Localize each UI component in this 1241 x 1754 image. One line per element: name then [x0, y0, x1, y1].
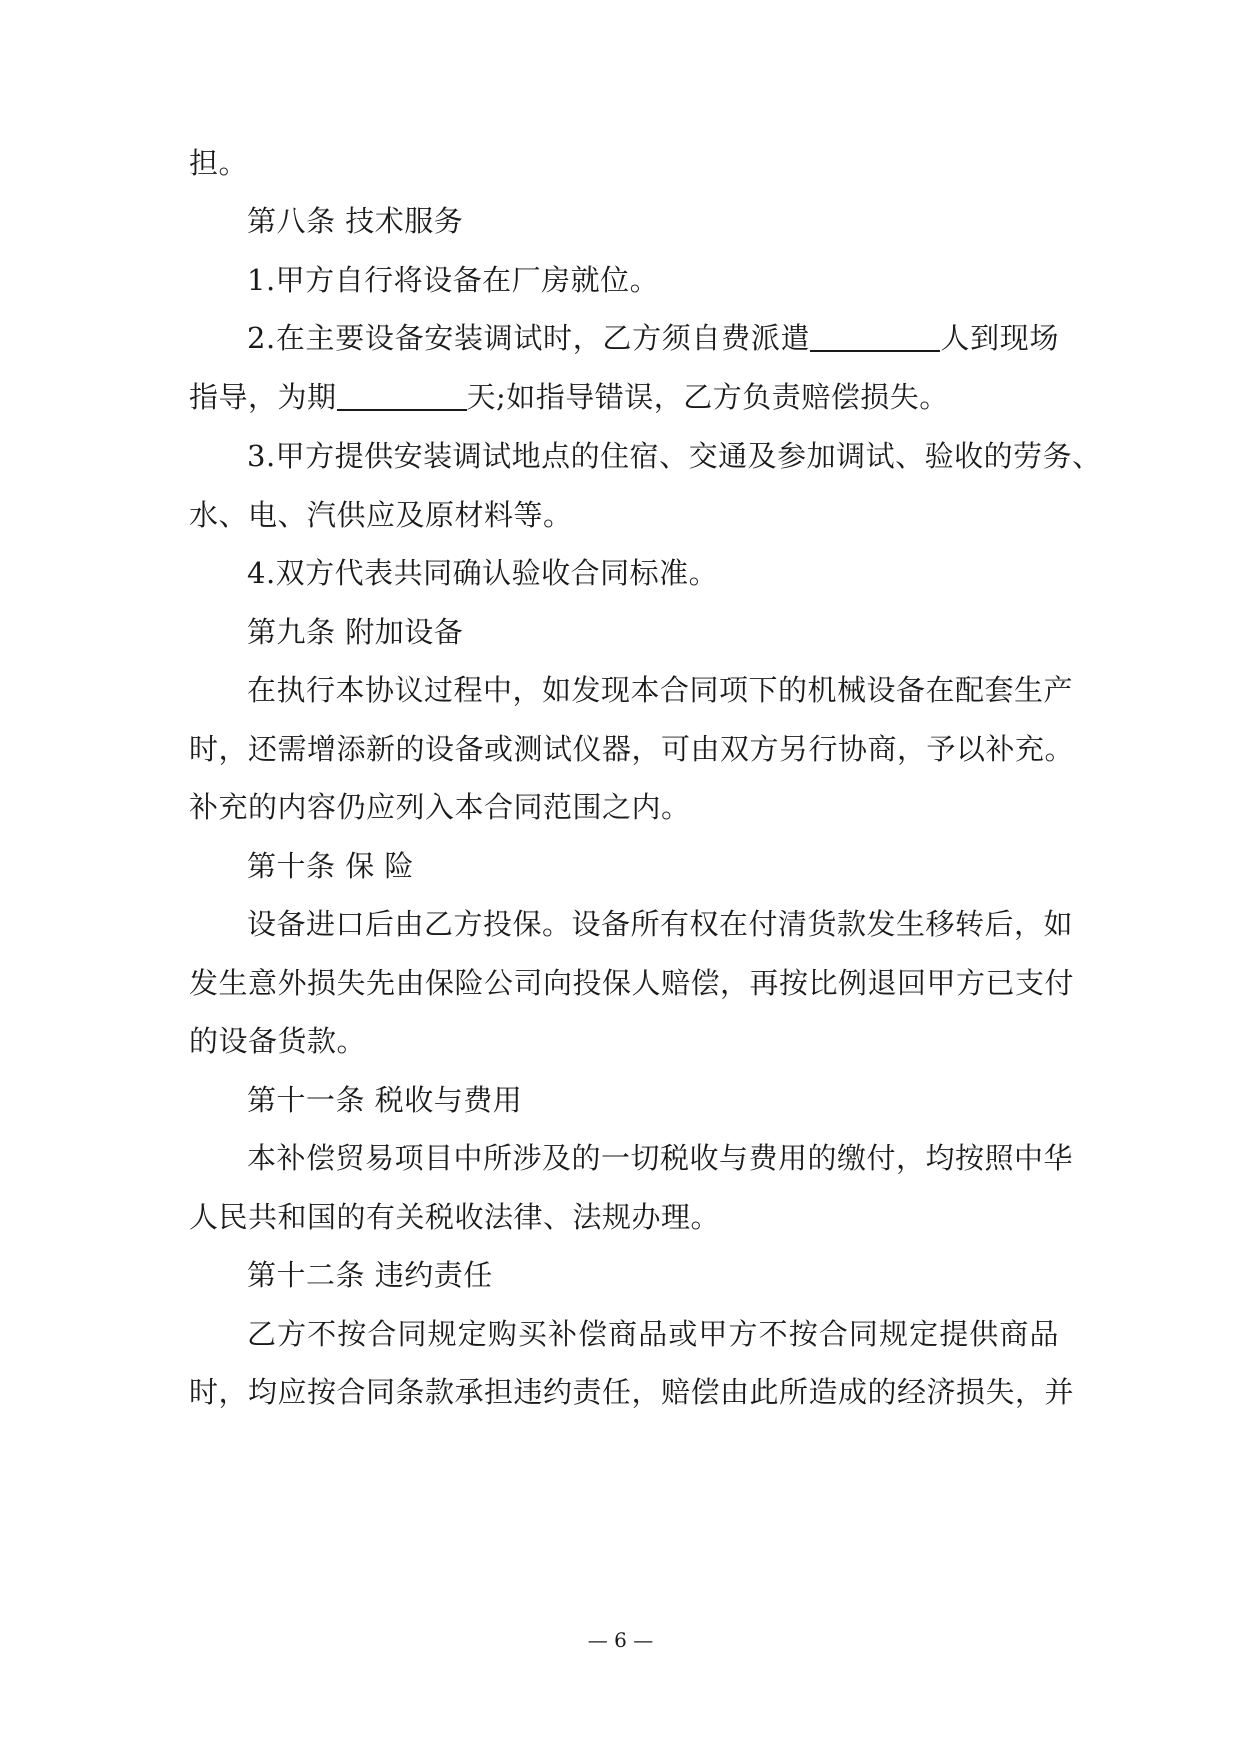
article-8-heading: 第八条 技术服务	[247, 204, 464, 238]
text-line: 2.在主要设备安装调试时，乙方须自费派遣 人到现场	[247, 321, 1059, 355]
page-number: — 6 —	[587, 1628, 654, 1652]
text-line: 时，均应按合同条款承担违约责任，赔偿由此所造成的经济损失，并	[189, 1375, 1075, 1409]
text-line: 指导，为期 天;如指导错误，乙方负责赔偿损失。	[189, 380, 949, 414]
article-9-heading: 第九条 附加设备	[247, 615, 464, 649]
text-line: 设备进口后由乙方投保。设备所有权在付清货款发生移转后，如	[247, 907, 1074, 941]
text-line: 4.双方代表共同确认验收合同标准。	[247, 556, 719, 590]
text-line: 发生意外损失先由保险公司向投保人赔偿，再按比例退回甲方已支付	[189, 966, 1075, 1000]
text-line: 1.甲方自行将设备在厂房就位。	[247, 263, 660, 297]
text-line: 的设备货款。	[189, 1024, 367, 1058]
text-line: 在执行本协议过程中，如发现本合同项下的机械设备在配套生产	[247, 673, 1074, 707]
text-line: 补充的内容仍应列入本合同范围之内。	[189, 790, 691, 824]
text-line: 本补偿贸易项目中所涉及的一切税收与费用的缴付，均按照中华	[247, 1141, 1074, 1175]
text-line: 3.甲方提供安装调试地点的住宿、交通及参加调试、验收的劳务、	[247, 439, 1102, 473]
text-line: 乙方不按合同规定购买补偿商品或甲方不按合同规定提供商品	[247, 1317, 1059, 1351]
text-line: 人民共和国的有关税收法律、法规办理。	[189, 1200, 721, 1234]
text-line: 水、电、汽供应及原材料等。	[189, 498, 573, 532]
fill-in-blank[interactable]	[810, 320, 940, 352]
article-10-heading: 第十条 保 险	[247, 849, 414, 883]
article-11-heading: 第十一条 税收与费用	[247, 1083, 523, 1117]
fill-in-blank[interactable]	[337, 379, 467, 411]
article-12-heading: 第十二条 违约责任	[247, 1258, 493, 1292]
text-line: 担。	[189, 146, 249, 180]
text-line: 时，还需增添新的设备或测试仪器，可由双方另行协商，予以补充。	[189, 732, 1075, 766]
